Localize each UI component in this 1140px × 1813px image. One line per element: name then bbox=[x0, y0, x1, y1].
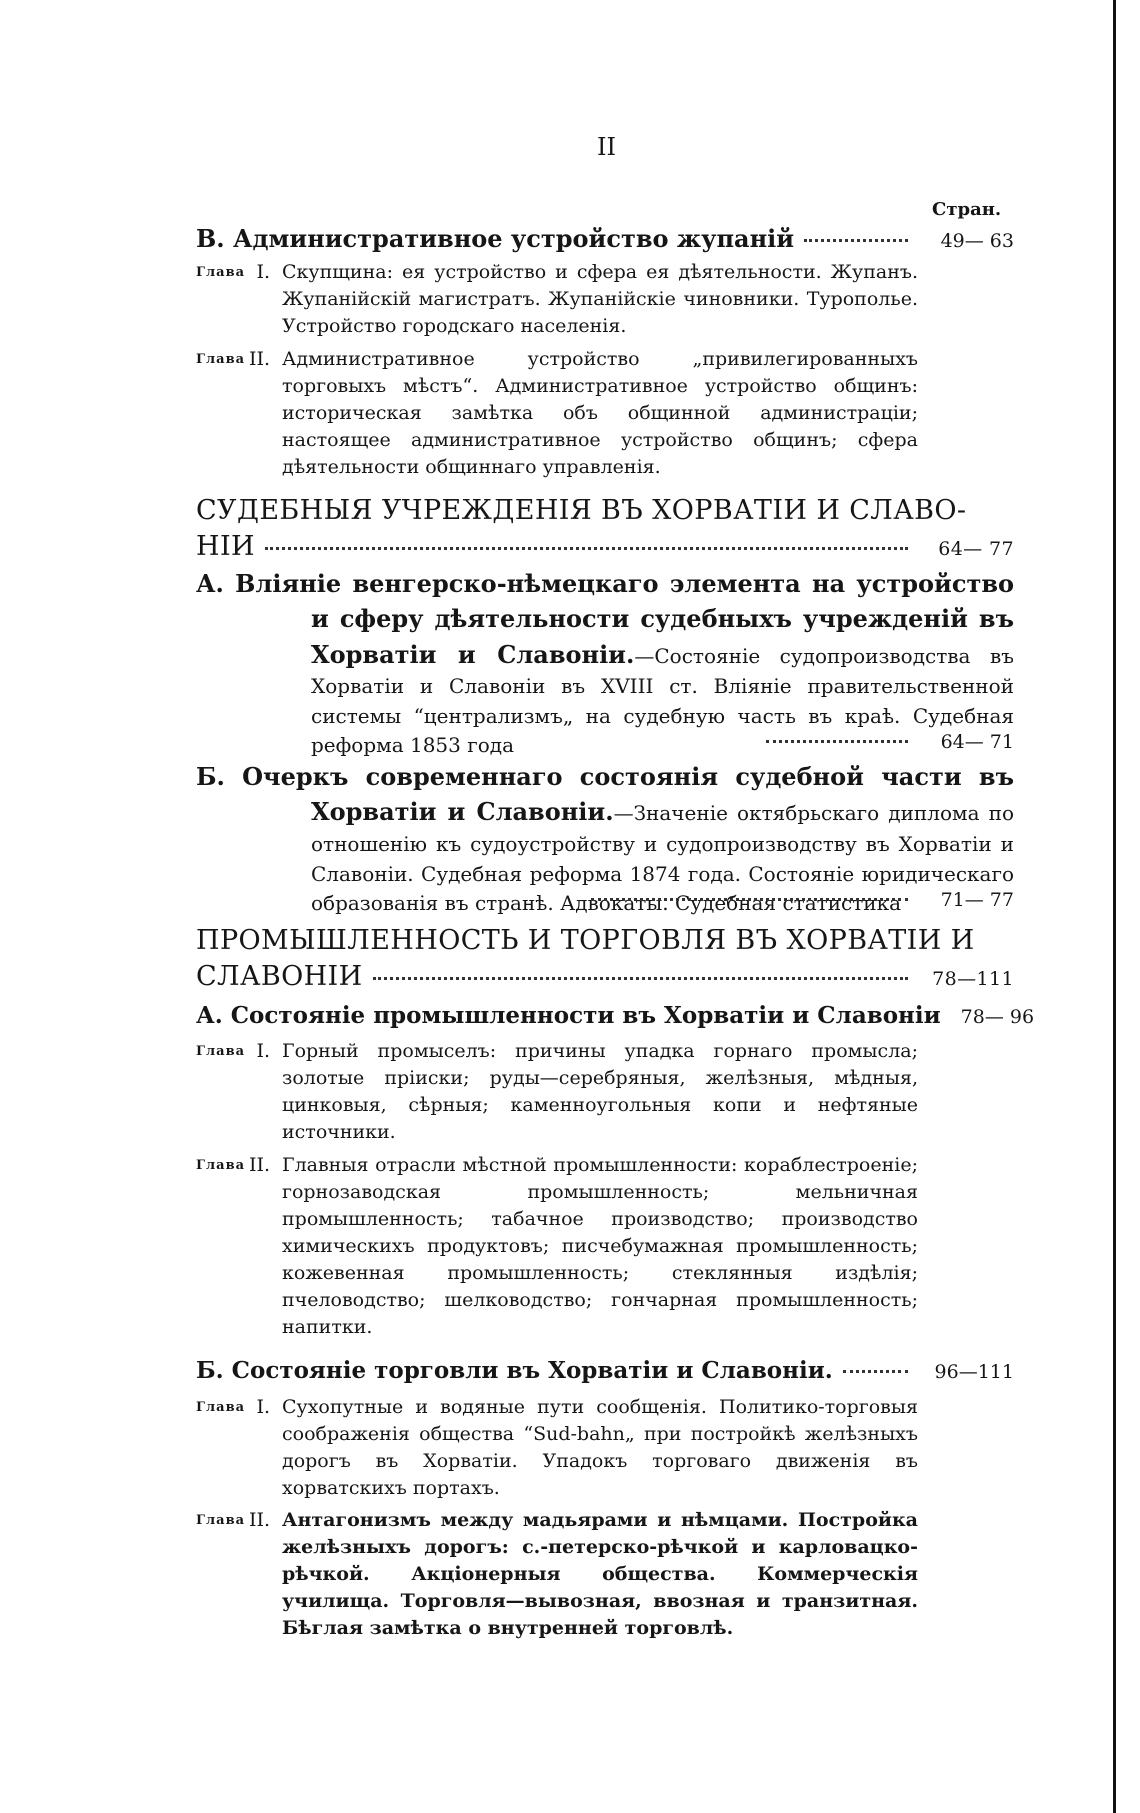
chapter-entry bbox=[196, 346, 1014, 481]
chapter-number: II. bbox=[248, 347, 270, 370]
chapter-label: Глава bbox=[196, 265, 246, 280]
chapter-entry bbox=[196, 259, 1014, 340]
part-courts-pages: 64— 77 bbox=[938, 538, 1014, 561]
subsection-b-courts-text bbox=[196, 759, 1014, 919]
chapter-text: Главныя отрасли мѣстной промышленности: кораблестроеніе; горнозаводская промышленность; мельничная промышленность; табачное производство; производство химическихъ продуктовъ; писчебумажная промышленность; кожевенная промышленность; стеклянныя издѣлія; пчеловодство; шелководство; гончарная промышленность; напитки. bbox=[282, 1154, 918, 1338]
section-b-trade-line bbox=[196, 1351, 1014, 1388]
part-industry-pages: 78—111 bbox=[932, 968, 1014, 991]
table-of-contents bbox=[196, 224, 1035, 1642]
chapter-entry bbox=[196, 1394, 1014, 1502]
chapter-label: Глава bbox=[196, 1158, 246, 1174]
dot-leader bbox=[766, 739, 908, 743]
chapter-text: Скупщина: ея устройство и сфера ея дѣятельности. Жупанъ. Жупанійскій магистратъ. Жупанійскіе чиновники. Туропольe. Устройство городскаго населенія. bbox=[282, 261, 918, 337]
subsection-b-courts-head: Б. Очеркъ современнаго состоянія судебной части въ Хорватіи и Славоніи. bbox=[196, 761, 1014, 827]
dot-leader bbox=[843, 1369, 908, 1373]
chapter-label: Глава bbox=[196, 1044, 246, 1060]
dot-leader bbox=[373, 976, 908, 980]
chapter-number: I. bbox=[256, 1040, 270, 1063]
subsection-a-courts-head: А. Вліяніе венгерско-нѣмецкаго элемента на устройство и сферу дѣятельности судебныхъ учрежденій въ Хорватіи и Славоніи. bbox=[196, 568, 1014, 669]
section-a-industry bbox=[196, 996, 1035, 1341]
chapter-entry bbox=[196, 1507, 1014, 1642]
section-b-trade bbox=[196, 1351, 1014, 1642]
chapter-label: Глава bbox=[196, 351, 246, 367]
chapter-number: I. bbox=[256, 261, 270, 283]
subsection-b-courts-body: —Значеніе октябрьскаго диплома по отношенію къ судоустройству и судопроизводству въ Хорватіи и Славоніи. Судебная реформа 1874 года. Состояніе юридическаго образованія въ странѣ. Адвокаты. Судебная статистика bbox=[311, 801, 1014, 916]
chapter-number: I. bbox=[256, 1395, 270, 1418]
chapter-text: Горный промыселъ: причины упадка горнаго промысла; золотые пріиски; руды—серебряныя, желѣзныя, мѣдныя, цинковыя, сѣрныя; каменноугольныя копи и нефтяные источники. bbox=[282, 1040, 918, 1144]
page-number: II bbox=[597, 133, 616, 161]
subsection-b-courts-pages: 71— 77 bbox=[940, 888, 1014, 911]
chapter-number: II. bbox=[248, 1154, 270, 1177]
section-v-line bbox=[196, 224, 1014, 253]
section-b-trade-title: Б. Состояніе торговли въ Хорватіи и Славоніи. bbox=[196, 1356, 833, 1384]
part-courts bbox=[196, 493, 1014, 916]
chapter-label: Глава bbox=[196, 1399, 246, 1415]
section-a-industry-title: А. Состояніе промышленности въ Хорватіи и Славоніи bbox=[196, 1001, 941, 1029]
section-b-trade-pages: 96—111 bbox=[934, 1360, 1014, 1383]
part-courts-line bbox=[196, 529, 1014, 565]
part-industry-title-line2: СЛАВОНІИ bbox=[196, 961, 363, 993]
part-industry-title-line1: ПРОМЫШЛЕННОСТЬ И ТОРГОВЛЯ ВЪ ХОРВАТІИ И bbox=[196, 924, 975, 956]
dot-leader bbox=[804, 238, 908, 242]
chapter-text: Антагонизмъ между мадьярами и нѣмцами. Постройка желѣзныхъ дорогъ: с.-петерско-рѣчкой и карловацко-рѣчкой. Акціонерныя общества. Коммерческія училища. Торговля—вывозная, ввозная и транзитная. Бѣглая замѣтка о внутренней торговлѣ. bbox=[282, 1509, 918, 1640]
chapter-entry bbox=[196, 1038, 1014, 1146]
pages-column-header: Стран. bbox=[932, 199, 1002, 220]
section-v-pages: 49— 63 bbox=[940, 230, 1014, 252]
section-a-industry-pages: 78— 96 bbox=[960, 1005, 1035, 1028]
chapter-entry bbox=[196, 1152, 1014, 1341]
subsection-b-courts bbox=[196, 759, 1014, 916]
subsection-a-courts-pages: 64— 71 bbox=[940, 730, 1014, 753]
dot-leader bbox=[591, 897, 908, 901]
subsection-a-courts-body: —Состояніе судопроизводства въ Хорватіи и Славоніи въ XVIII ст. Вліяніе правительственной системы “централизмъ„ на судебную часть въ краѣ. Судебная реформа 1853 года bbox=[311, 643, 1014, 758]
dot-leader bbox=[265, 546, 908, 550]
part-industry bbox=[196, 923, 1035, 1643]
part-courts-title-line2: НІИ bbox=[196, 531, 255, 563]
chapter-text: Сухопутные и водяные пути сообщенія. Политико-торговыя соображенія общества “Sud-bahn„ при постройкѣ желѣзныхъ дорогъ въ Хорватіи. Упадокъ торговаго движенія въ хорватскихъ портахъ. bbox=[282, 1395, 918, 1499]
part-courts-title-line1: СУДЕБНЫЯ УЧРЕЖДЕНІЯ ВЪ ХОРВАТІИ И СЛАВО- bbox=[196, 494, 967, 526]
page-edge-rule bbox=[1113, 0, 1116, 1813]
section-v-title: В. Административное устройство жупаній bbox=[196, 224, 795, 253]
chapter-label: Глава bbox=[196, 1513, 246, 1529]
chapter-text: Административное устройство „привилегированныхъ торговыхъ мѣстъ“. Административное устройство общинъ: историческая замѣтка объ общинной администраціи; настоящее административное устройство общинъ; сфера дѣятельности общиннаго управленія. bbox=[282, 347, 918, 478]
section-a-industry-line bbox=[196, 996, 1035, 1033]
part-industry-line bbox=[196, 959, 1014, 995]
chapter-number: II. bbox=[248, 1509, 270, 1532]
section-v bbox=[196, 224, 1014, 481]
subsection-a-courts bbox=[196, 566, 1014, 758]
